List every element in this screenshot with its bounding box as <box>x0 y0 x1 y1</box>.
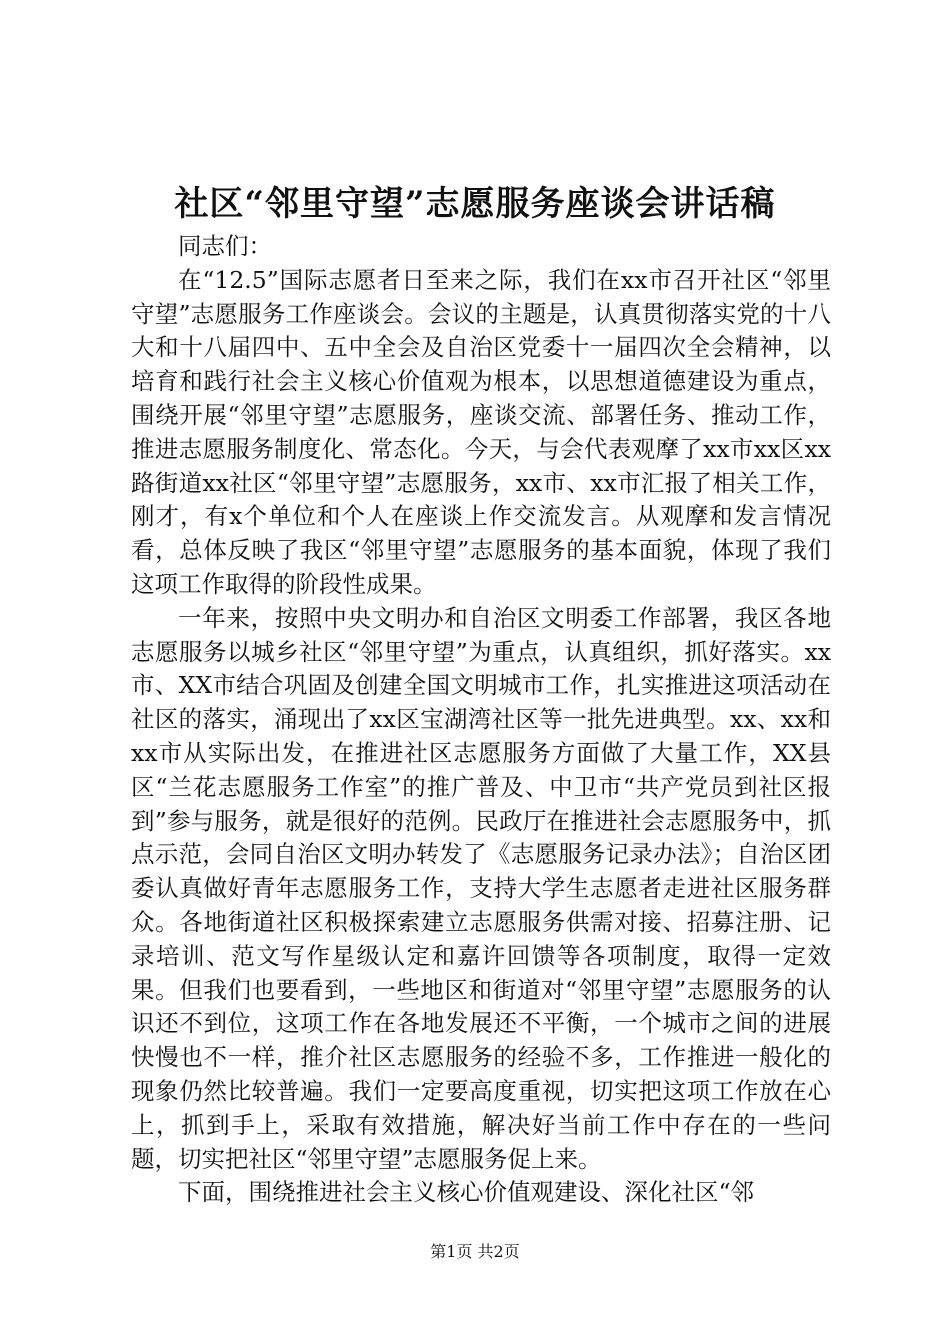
paragraph-3: 下面，围绕推进社会主义核心价值观建设、深化社区“邻 <box>178 1178 755 1207</box>
paragraph-1: 在“12.5”国际志愿者日至来之际，我们在xx市召开社区“邻里守望”志愿服务工作座谈会。会议的主题是，认真贯彻落实党的十八大和十八届四中、五中全会及自治区党委十一届四次全会精神，以培育和践行社会主义核心价值观为根本，以思想道德建设为重点，围绕开展“邻里守望”志愿服务，座谈交流、部署任务、推动工作，推进志愿服务制度化、常态化。今天，与会代表观摩了xx市xx区xx路街道xx社区“邻里守望”志愿服务，xx市、xx市汇报了相关工作，刚才，有x个单位和个人在座谈上作交流发言。从观摩和发言情况看，总体反映了我区“邻里守望”志愿服务的基本面貌，体现了我们这项工作取得的阶段性成果。 <box>131 265 831 598</box>
document-title: 社区“邻里守望”志愿服务座谈会讲话稿 <box>174 184 776 224</box>
paragraph-2: 一年来，按照中央文明办和自治区文明委工作部署，我区各地志愿服务以城乡社区“邻里守望”为重点，认真组织，抓好落实。xx市、XX市结合巩固及创建全国文明城市工作，扎实推进这项活动在社区的落实，涌现出了xx区宝湖湾社区等一批先进典型。xx、xx和xx市从实际出发，在推进社区志愿服务方面做了大量工作，XX县区“兰花志愿服务工作室”的推广普及、中卫市“共产党员到社区报到”参与服务，就是很好的范例。民政厅在推进社会志愿服务中，抓点示范，会同自治区文明办转发了《志愿服务记录办法》；自治区团委认真做好青年志愿服务工作，支持大学生志愿者走进社区服务群众。各地街道社区积极探索建立志愿服务供需对接、招募注册、记录培训、范文写作星级认定和嘉许回馈等各项制度，取得一定效果。但我们也要看到，一些地区和街道对“邻里守望”志愿服务的认识还不到位，这项工作在各地发展还不平衡，一个城市之间的进展快慢也不一样，推介社区志愿服务的经验不多，工作推进一般化的现象仍然比较普遍。我们一定要高度重视，切实把这项工作放在心上，抓到手上，采取有效措施，解决好当前工作中存在的一些问题，切实把社区“邻里守望”志愿服务促上来。 <box>131 603 831 1173</box>
salutation: 同志们： <box>178 232 272 260</box>
page-number: 第1页 共2页 <box>430 1242 520 1261</box>
document-body <box>131 230 831 1210</box>
